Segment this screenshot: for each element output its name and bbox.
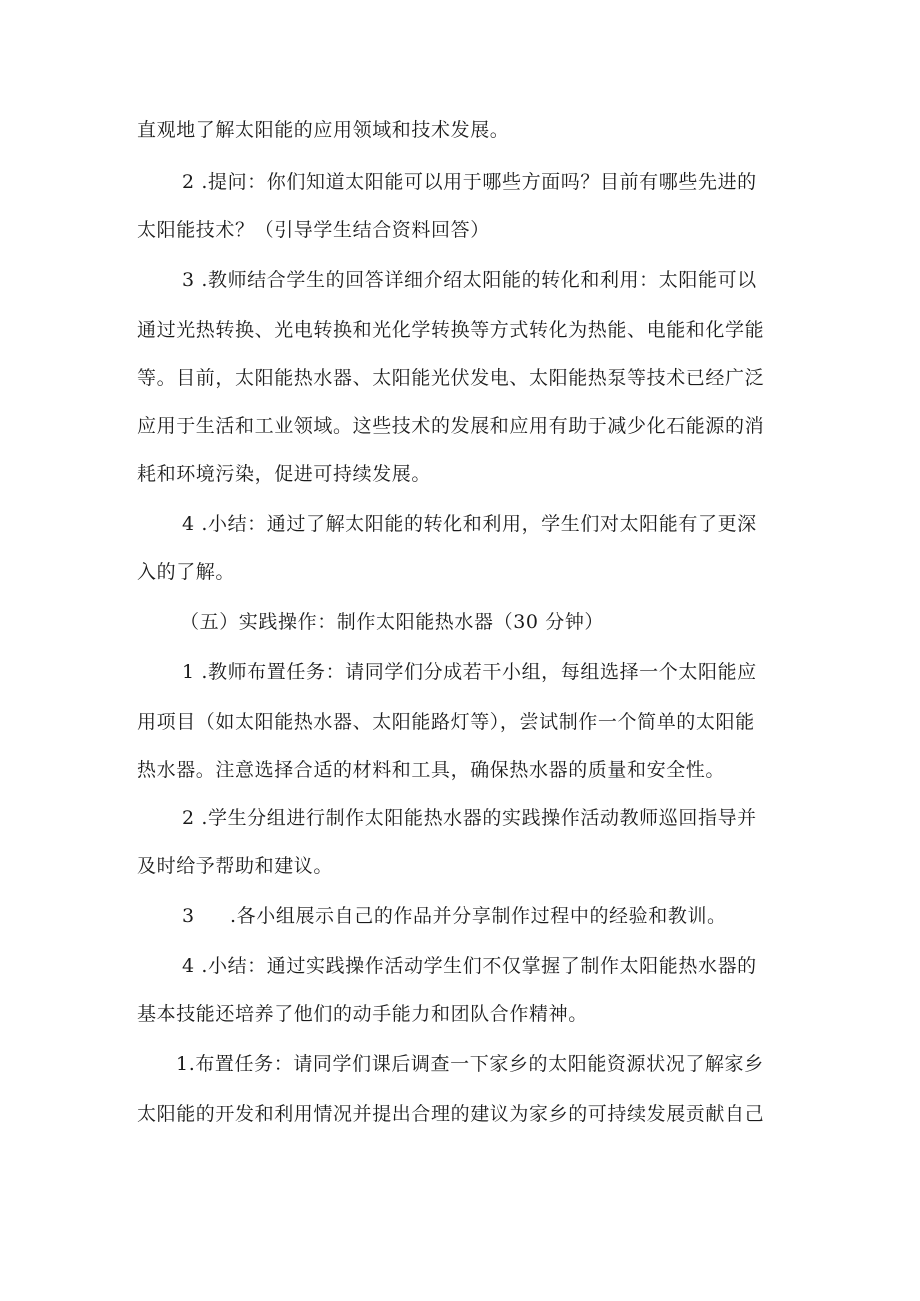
text-line: 太阳能技术？（引导学生结合资料回答）: [137, 219, 490, 241]
section-heading: （五）实践操作：制作太阳能热水器（30 分钟）: [180, 611, 605, 633]
text-line: 2 .学生分组进行制作太阳能热水器的实践操作活动教师巡回指导并: [182, 807, 757, 829]
text-line-number: 3: [182, 905, 195, 927]
text-line: 用项目（如太阳能热水器、太阳能路灯等），尝试制作一个简单的太阳能: [137, 711, 755, 733]
text-line: 入的了解。: [137, 561, 236, 583]
text-line: 太阳能的开发和利用情况并提出合理的建议为家乡的可持续发展贡献自己: [137, 1103, 765, 1125]
text-line: .各小组展示自己的作品并分享制作过程中的经验和教训。: [230, 905, 727, 927]
text-line: 应用于生活和工业领域。这些技术的发展和应用有助于减少化石能源的消: [137, 415, 765, 437]
text-line: 1 .教师布置任务：请同学们分成若干小组，每组选择一个太阳能应: [182, 661, 757, 683]
text-line: 热水器。注意选择合适的材料和工具，确保热水器的质量和安全性。: [137, 759, 726, 781]
text-line: 1.布置任务：请同学们课后调查一下家乡的太阳能资源状况了解家乡: [176, 1053, 764, 1075]
text-line: 耗和环境污染，促进可持续发展。: [137, 463, 432, 485]
text-line: 2 .提问：你们知道太阳能可以用于哪些方面吗？目前有哪些先进的: [182, 171, 757, 193]
text-line: 4 .小结：通过实践操作活动学生们不仅掌握了制作太阳能热水器的: [182, 955, 757, 977]
text-line: 等。目前，太阳能热水器、太阳能光伏发电、太阳能热泵等技术已经广泛: [137, 367, 765, 389]
text-line: 通过光热转换、光电转换和光化学转换等方式转化为热能、电能和化学能: [137, 319, 765, 341]
text-line: 及时给予帮助和建议。: [137, 855, 334, 877]
text-line: 直观地了解太阳能的应用领域和技术发展。: [137, 119, 510, 141]
text-line: 4 .小结：通过了解太阳能的转化和利用，学生们对太阳能有了更深: [182, 513, 757, 535]
text-line: 基本技能还培养了他们的动手能力和团队合作精神。: [137, 1003, 588, 1025]
text-line: 3 .教师结合学生的回答详细介绍太阳能的转化和利用：太阳能可以: [182, 269, 757, 291]
